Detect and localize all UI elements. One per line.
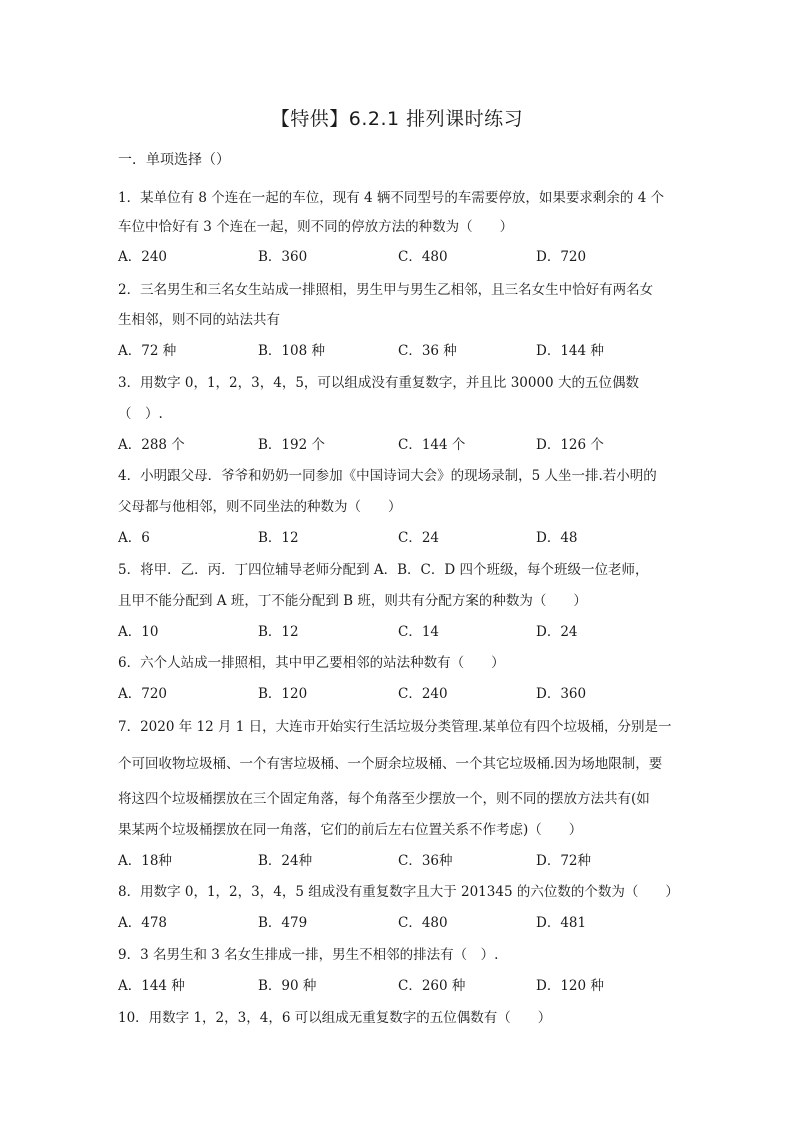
option-a[interactable]: A．478 <box>118 915 168 931</box>
section-heading: 一．单项选择（） <box>118 152 230 168</box>
option-c[interactable]: C．240 <box>398 686 448 702</box>
question-2-line-1: 2．三名男生和三名女生站成一排照相，男生甲与男生乙相邻，且三名女生中恰好有两名女 <box>118 282 654 298</box>
option-c[interactable]: C．24 <box>398 530 440 546</box>
option-a[interactable]: A．6 <box>118 530 150 546</box>
question-3-line-2: （ ）. <box>118 406 163 422</box>
option-a[interactable]: A．72 种 <box>118 343 177 359</box>
question-7-line-2: 个可回收物垃圾桶、一个有害垃圾桶、一个厨余垃圾桶、一个其它垃圾桶.因为场地限制，要 <box>118 756 663 772</box>
option-b[interactable]: B．192 个 <box>258 437 325 453</box>
question-10-line-1: 10．用数字 1，2，3，4，6 可以组成无重复数字的五位偶数有（ ） <box>118 1010 552 1026</box>
question-6-options <box>118 685 678 703</box>
option-a[interactable]: A．10 <box>118 624 159 640</box>
option-c[interactable]: C．260 种 <box>398 978 466 994</box>
question-2-options <box>118 342 678 360</box>
option-d[interactable]: D．24 <box>536 624 578 640</box>
question-5-line-1: 5．将甲．乙．丙．丁四位辅导老师分配到 A．B．C．D 四个班级，每个班级一位老师， <box>118 562 649 578</box>
question-8-line-1: 8．用数字 0，1，2，3，4，5 组成没有重复数字且大于 201345 的六位数的个数为（ ） <box>118 884 679 900</box>
option-d[interactable]: D．360 <box>536 686 587 702</box>
option-d[interactable]: D．144 种 <box>536 343 604 359</box>
question-4-line-1: 4．小明跟父母．爷爷和奶奶一同参加《中国诗词大会》的现场录制，5 人坐一排.若小明的 <box>118 468 657 484</box>
option-b[interactable]: B．90 种 <box>258 978 317 994</box>
option-b[interactable]: B．12 <box>258 624 299 640</box>
question-2-line-2: 生相邻，则不同的站法共有 <box>118 312 280 328</box>
option-d[interactable]: D．48 <box>536 530 578 546</box>
option-d[interactable]: D．72种 <box>536 853 592 869</box>
question-3-options <box>118 436 678 454</box>
option-d[interactable]: D．126 个 <box>536 437 604 453</box>
option-a[interactable]: A．720 <box>118 686 168 702</box>
question-1-line-2: 车位中恰好有 3 个连在一起，则不同的停放方法的种数为（ ） <box>118 219 514 235</box>
option-b[interactable]: B．360 <box>258 249 308 265</box>
question-4-line-2: 父母都与他相邻，则不同坐法的种数为（ ） <box>118 499 402 515</box>
question-5-line-2: 且甲不能分配到 A 班，丁不能分配到 B 班，则共有分配方案的种数为（ ） <box>118 593 587 609</box>
question-9-line-1: 9．3 名男生和 3 名女生排成一排，男生不相邻的排法有（ ）. <box>118 947 499 963</box>
option-b[interactable]: B．120 <box>258 686 308 702</box>
option-d[interactable]: D．481 <box>536 915 587 931</box>
option-a[interactable]: A．240 <box>118 249 168 265</box>
question-1-line-1: 1．某单位有 8 个连在一起的车位，现有 4 辆不同型号的车需要停放，如果要求剩余的 4 个 <box>118 190 665 206</box>
option-b[interactable]: B．24种 <box>258 853 313 869</box>
question-6-line-1: 6．六个人站成一排照相，其中甲乙要相邻的站法种数有（ ） <box>118 655 505 671</box>
option-b[interactable]: B．108 种 <box>258 343 325 359</box>
question-7-line-4: 果某两个垃圾桶摆放在同一角落，它们的前后左右位置关系不作考虑)（ ） <box>118 822 583 838</box>
option-a[interactable]: A．144 种 <box>118 978 185 994</box>
option-d[interactable]: D．720 <box>536 249 587 265</box>
option-c[interactable]: C．36种 <box>398 853 453 869</box>
option-c[interactable]: C．480 <box>398 915 448 931</box>
option-d[interactable]: D．120 种 <box>536 978 604 994</box>
question-7-line-1: 7．2020 年 12 月 1 日，大连市开始实行生活垃圾分类管理.某单位有四个垃圾桶，分别是一 <box>118 719 672 735</box>
option-b[interactable]: B．479 <box>258 915 308 931</box>
option-c[interactable]: C．144 个 <box>398 437 466 453</box>
question-3-line-1: 3．用数字 0，1，2，3，4，5，可以组成没有重复数字，并且比 30000 大的五位偶数 <box>118 375 639 391</box>
question-4-options <box>118 529 678 547</box>
option-a[interactable]: A．18种 <box>118 853 172 869</box>
question-8-options <box>118 914 678 932</box>
page-title: 【特供】6.2.1 排列课时练习 <box>270 108 524 130</box>
option-c[interactable]: C．480 <box>398 249 448 265</box>
question-7-options <box>118 852 678 870</box>
question-5-options <box>118 623 678 641</box>
question-1-options <box>118 248 678 266</box>
question-9-options <box>118 977 678 995</box>
question-7-line-3: 将这四个垃圾桶摆放在三个固定角落，每个角落至少摆放一个，则不同的摆放方法共有(如 <box>118 791 650 807</box>
option-c[interactable]: C．14 <box>398 624 440 640</box>
option-a[interactable]: A．288 个 <box>118 437 185 453</box>
option-c[interactable]: C．36 种 <box>398 343 457 359</box>
option-b[interactable]: B．12 <box>258 530 299 546</box>
